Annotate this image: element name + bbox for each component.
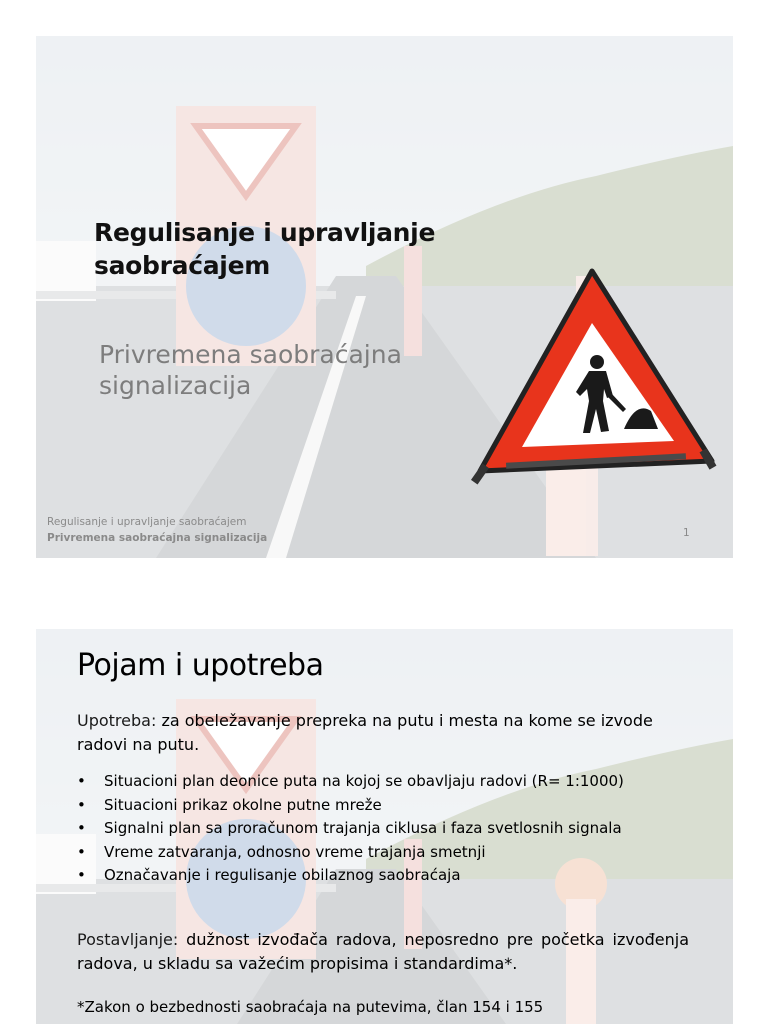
road-works-warning-sign-icon bbox=[466, 261, 724, 491]
usage-label: Upotreba: bbox=[77, 711, 157, 730]
footer-lecture-title: Privremena saobraćajna signalizacija bbox=[47, 532, 268, 544]
list-item: • Vreme zatvaranja, odnosno vreme trajanja smetnji bbox=[77, 841, 707, 865]
setup-text: dužnost izvođača radova, neposredno pre početka izvođenja radova, u skladu sa važećim propisima i standardima*. bbox=[77, 930, 689, 973]
page-number: 1 bbox=[683, 527, 690, 539]
list-item: • Situacioni plan deonice puta na kojoj se obavljaju radovi (R= 1:1000) bbox=[77, 770, 707, 794]
requirements-list bbox=[77, 770, 707, 888]
usage-text: za obeležavanje prepreka na putu i mesta na kome se izvode radovi na putu. bbox=[77, 711, 653, 754]
usage-paragraph bbox=[77, 709, 697, 757]
slide-2 bbox=[36, 629, 733, 1024]
list-item: • Označavanje i regulisanje obilaznog saobraćaja bbox=[77, 864, 707, 888]
slide-1 bbox=[36, 36, 733, 558]
list-item: • Situacioni prikaz okolne putne mreže bbox=[77, 794, 707, 818]
setup-label: Postavljanje: bbox=[77, 930, 179, 949]
setup-paragraph bbox=[77, 928, 689, 976]
slide-subtitle: Privremena saobraćajna signalizacija bbox=[99, 340, 402, 400]
footer-course-title: Regulisanje i upravljanje saobraćajem bbox=[47, 516, 247, 528]
list-item: • Signalni plan sa proračunom trajanja ciklusa i faza svetlosnih signala bbox=[77, 817, 707, 841]
slide-title: Pojam i upotreba bbox=[77, 648, 324, 683]
slide-title: Regulisanje i upravljanje saobraćajem bbox=[94, 218, 436, 280]
law-reference-note: *Zakon o bezbednosti saobraćaja na putevima, član 154 i 155 bbox=[77, 998, 544, 1016]
